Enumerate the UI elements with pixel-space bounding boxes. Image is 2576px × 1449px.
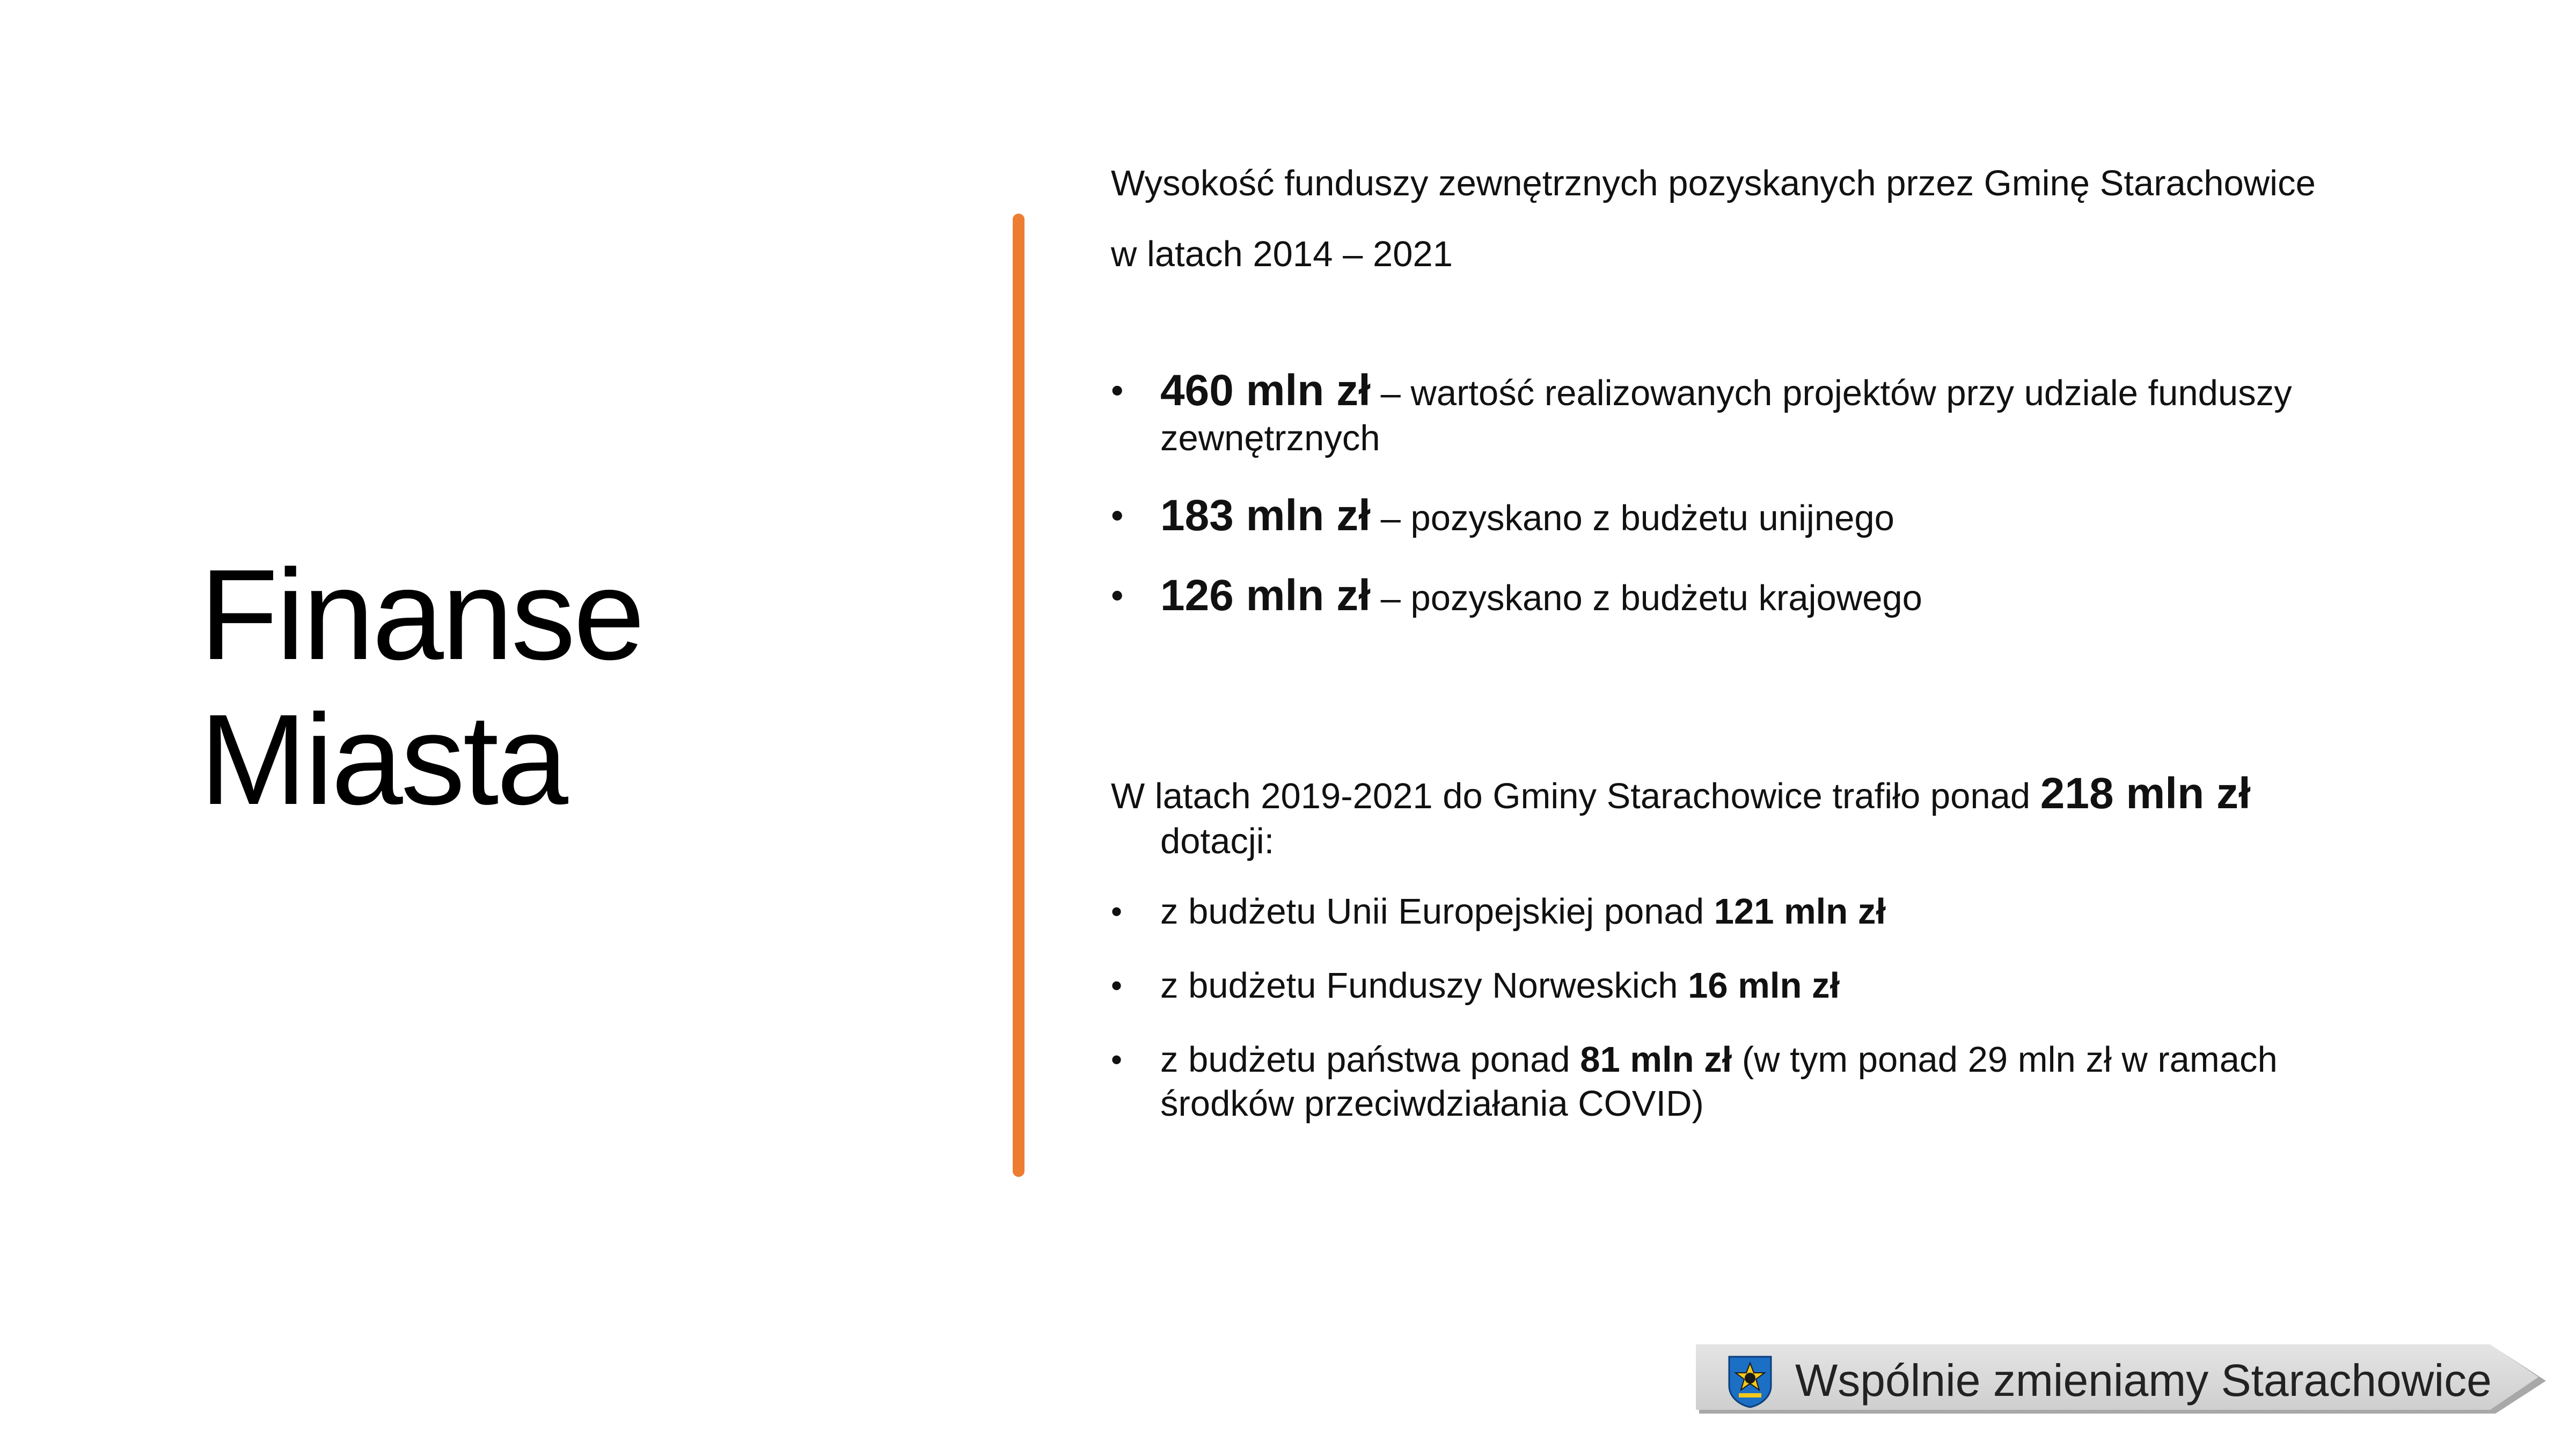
intro-line-1: Wysokość funduszy zewnętrznych pozyskanych przez Gminę Starachowice [1111, 163, 2316, 203]
intro-line-2: w latach 2014 – 2021 [1111, 234, 1453, 274]
paragraph-text-before: W latach 2019-2021 do Gminy Starachowice trafiło ponad [1111, 776, 2040, 816]
item-text: – wartość realizowanych projektów przy udziale funduszy zewnętrznych [1160, 373, 2292, 458]
funding-summary-list [1111, 368, 2356, 621]
list-item [1111, 1038, 2356, 1126]
item-text: – pozyskano z budżetu krajowego [1370, 578, 1922, 618]
grants-list [1111, 890, 2356, 1126]
intro [1111, 161, 2356, 277]
item-text: z budżetu Unii Europejskiej ponad [1160, 891, 1714, 932]
list-item [1111, 493, 2356, 541]
list-item [1111, 964, 2356, 1008]
title-line-1: Finanse [200, 543, 643, 686]
grants-paragraph [1111, 771, 2356, 864]
item-text: z budżetu Funduszy Norweskich [1160, 965, 1688, 1006]
amount: 16 mln zł [1688, 965, 1840, 1006]
amount: 218 mln zł [2040, 769, 2251, 818]
amount: 121 mln zł [1714, 891, 1886, 932]
title-line-2: Miasta [200, 687, 566, 831]
amount: 460 mln zł [1160, 366, 1371, 415]
item-text: z budżetu państwa ponad [1160, 1040, 1580, 1080]
list-item [1111, 890, 2356, 934]
content-panel [1111, 161, 2356, 1126]
item-text: – pozyskano z budżetu unijnego [1370, 498, 1894, 538]
slide-title [200, 542, 643, 832]
amount: 126 mln zł [1160, 571, 1371, 620]
item-text-after: (w tym ponad 29 mln zł w ramach środków przeciwdziałania COVID) [1160, 1040, 2278, 1124]
amount: 183 mln zł [1160, 491, 1371, 540]
paragraph-text-after: dotacji: [1160, 821, 1275, 861]
list-item [1111, 368, 2356, 461]
vertical-divider [1013, 214, 1024, 1177]
list-item [1111, 573, 2356, 621]
footer-slogan: Wspólnie zmieniamy Starachowice [1795, 1355, 2492, 1406]
city-crest-icon [1727, 1355, 1773, 1408]
amount: 81 mln zł [1580, 1040, 1732, 1080]
